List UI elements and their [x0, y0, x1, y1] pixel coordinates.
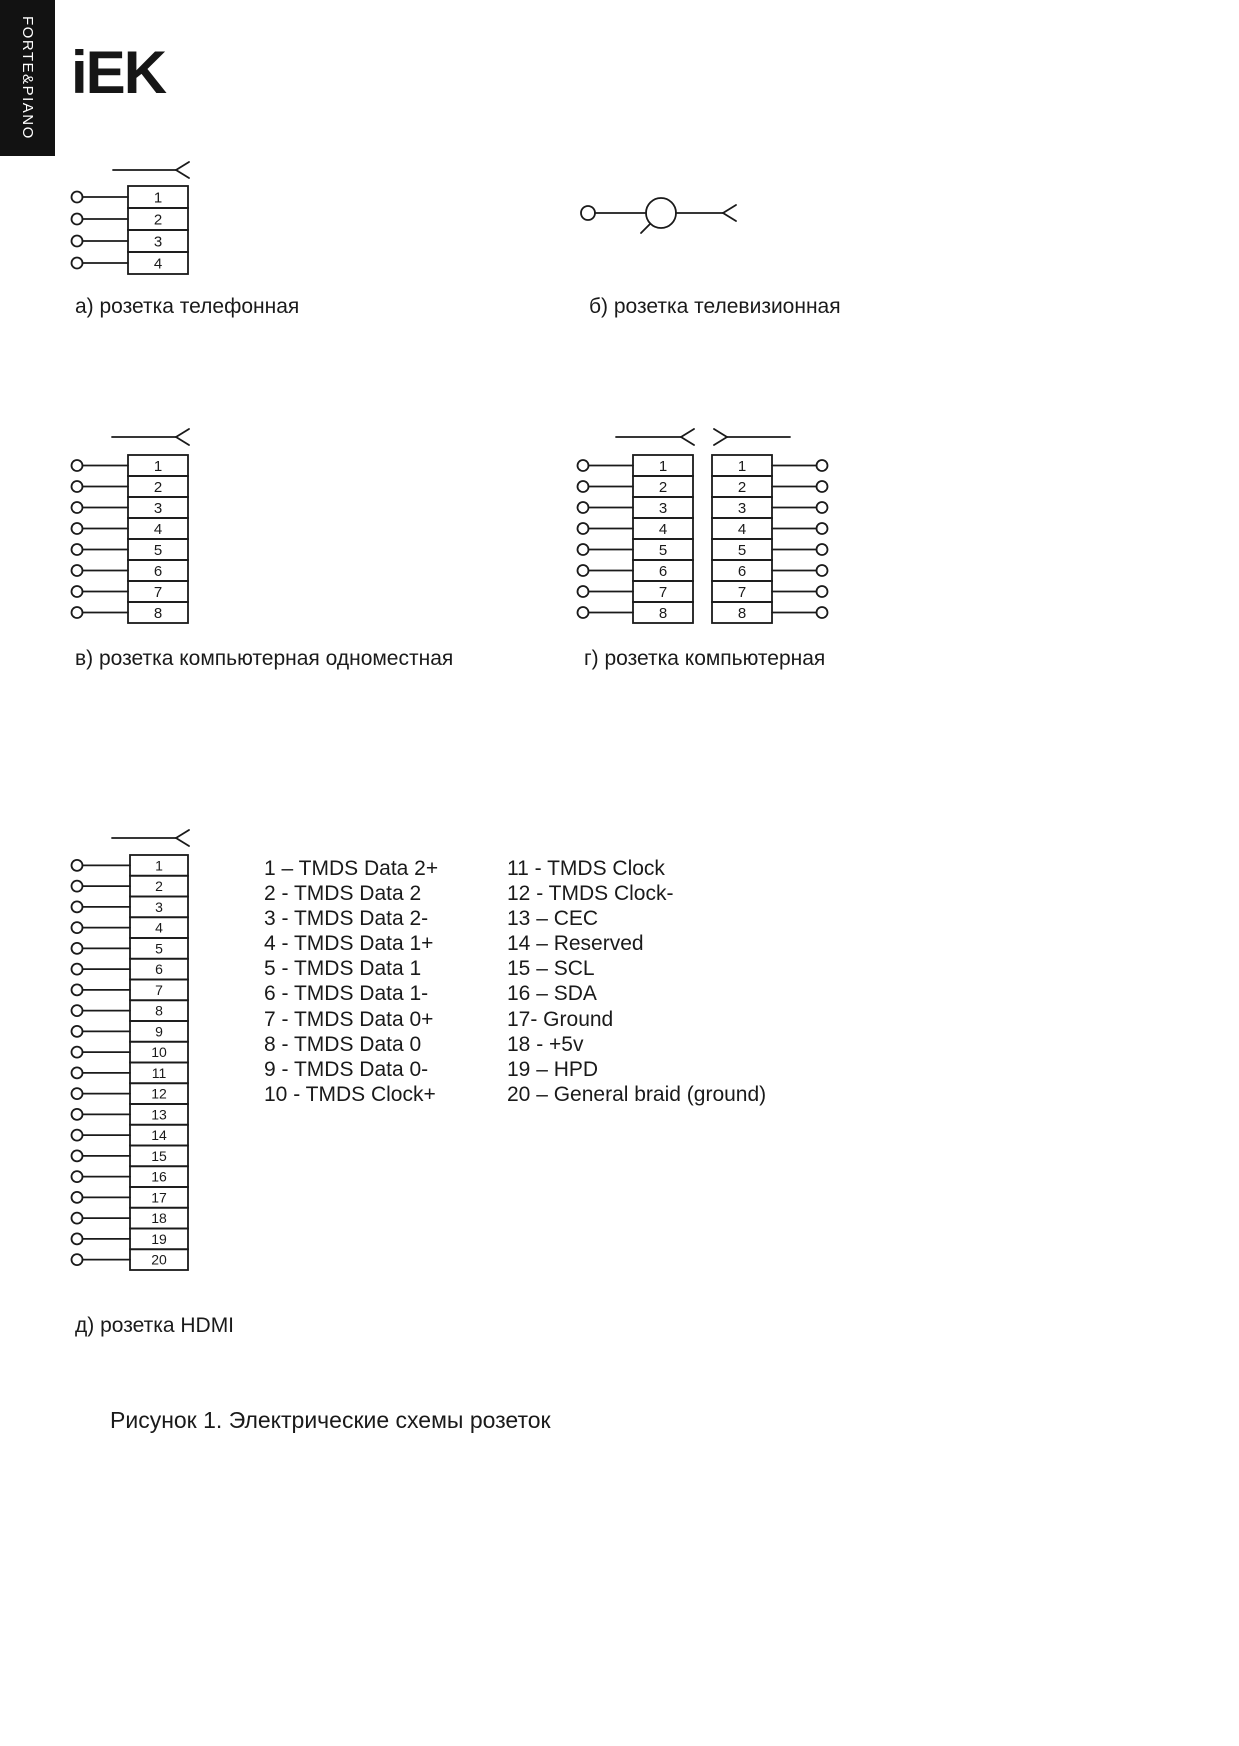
svg-text:2: 2: [153, 478, 163, 496]
hdmi-pin-description: 10 - TMDS Clock+: [264, 1082, 436, 1106]
svg-text:11: 11: [151, 1064, 167, 1081]
svg-text:3: 3: [153, 499, 163, 517]
hdmi-pin-description: 14 – Reserved: [507, 932, 644, 956]
hdmi-pin-description: 7 - TMDS Data 0+: [264, 1007, 434, 1031]
hdmi-socket-label: д) розетка HDMI: [75, 1314, 235, 1337]
svg-text:5: 5: [737, 541, 747, 559]
svg-text:8: 8: [155, 1002, 163, 1019]
svg-text:6: 6: [658, 562, 668, 580]
svg-text:19: 19: [151, 1230, 167, 1247]
svg-text:8: 8: [153, 604, 163, 622]
hdmi-pin-description: 19 – HPD: [507, 1057, 599, 1081]
computer-single-socket-schematic: [72, 429, 190, 623]
svg-text:2: 2: [658, 478, 668, 496]
svg-text:1: 1: [155, 857, 163, 874]
svg-text:2: 2: [737, 478, 747, 496]
hdmi-pin-description: 5 - TMDS Data 1: [264, 957, 422, 981]
series-label: FORTE&PIANO: [19, 16, 36, 140]
svg-text:12: 12: [151, 1085, 167, 1102]
svg-text:2: 2: [155, 878, 163, 895]
svg-text:1: 1: [153, 457, 163, 475]
svg-text:1: 1: [153, 189, 163, 207]
hdmi-pin-description: 16 – SDA: [507, 982, 597, 1006]
computer-double-socket-label: г) розетка компьютерная: [584, 647, 826, 670]
svg-text:13: 13: [151, 1106, 167, 1123]
tv-socket-label: б) розетка телевизионная: [589, 295, 841, 318]
svg-text:7: 7: [155, 981, 163, 998]
hdmi-pin-description: 3 - TMDS Data 2-: [264, 907, 429, 931]
hdmi-pin-description: 6 - TMDS Data 1-: [264, 982, 429, 1006]
svg-text:18: 18: [151, 1210, 167, 1227]
hdmi-pin-description: 18 - +5v: [507, 1032, 584, 1056]
svg-text:4: 4: [155, 919, 163, 936]
svg-text:4: 4: [153, 520, 163, 538]
svg-text:7: 7: [737, 583, 747, 601]
hdmi-pin-description: 20 – General braid (ground): [507, 1082, 767, 1106]
hdmi-socket-schematic: [72, 830, 190, 1270]
iek-logo: iEK: [71, 39, 166, 106]
hdmi-pin-description: 15 – SCL: [507, 957, 595, 981]
svg-text:16: 16: [151, 1168, 167, 1185]
svg-text:3: 3: [155, 898, 163, 915]
svg-text:1: 1: [737, 457, 747, 475]
computer-double-socket-schematic: [578, 429, 828, 623]
svg-text:8: 8: [737, 604, 747, 622]
svg-text:3: 3: [737, 499, 747, 517]
svg-text:3: 3: [658, 499, 668, 517]
hdmi-pin-description: 2 - TMDS Data 2: [264, 882, 422, 906]
svg-text:17: 17: [151, 1189, 167, 1206]
tv-socket-schematic: [581, 198, 736, 233]
svg-text:6: 6: [155, 961, 163, 978]
hdmi-pin-description: 17- Ground: [507, 1007, 614, 1031]
svg-text:14: 14: [151, 1127, 167, 1144]
svg-text:3: 3: [153, 233, 163, 251]
svg-text:6: 6: [737, 562, 747, 580]
svg-text:5: 5: [153, 541, 163, 559]
hdmi-pin-description: 1 – TMDS Data 2+: [264, 857, 439, 880]
svg-text:15: 15: [151, 1147, 167, 1164]
svg-text:5: 5: [155, 940, 163, 957]
svg-text:4: 4: [737, 520, 747, 538]
telephone-socket-label: а) розетка телефонная: [75, 295, 300, 318]
computer-single-socket-label: в) розетка компьютерная одноместная: [75, 647, 454, 670]
svg-text:4: 4: [658, 520, 668, 538]
hdmi-pinout-legend-column-2: [507, 856, 766, 1107]
hdmi-pinout-legend-column-1: [264, 856, 438, 1107]
svg-text:8: 8: [658, 604, 668, 622]
svg-text:2: 2: [153, 211, 163, 229]
svg-text:7: 7: [153, 583, 163, 601]
telephone-socket-schematic: [72, 162, 190, 274]
svg-text:5: 5: [658, 541, 668, 559]
svg-text:6: 6: [153, 562, 163, 580]
hdmi-pin-description: 12 - TMDS Clock-: [507, 882, 674, 906]
svg-text:4: 4: [153, 255, 163, 273]
hdmi-pin-description: 13 – CEC: [507, 907, 599, 931]
svg-text:7: 7: [658, 583, 668, 601]
hdmi-pin-description: 9 - TMDS Data 0-: [264, 1057, 429, 1081]
svg-text:10: 10: [151, 1044, 167, 1061]
svg-text:1: 1: [658, 457, 668, 475]
svg-text:20: 20: [151, 1251, 167, 1268]
hdmi-pin-description: 11 - TMDS Clock: [507, 857, 665, 880]
hdmi-pin-description: 8 - TMDS Data 0: [264, 1032, 422, 1056]
hdmi-pin-description: 4 - TMDS Data 1+: [264, 932, 434, 956]
svg-text:9: 9: [155, 1023, 163, 1040]
figure-caption: Рисунок 1. Электрические схемы розеток: [110, 1407, 551, 1433]
